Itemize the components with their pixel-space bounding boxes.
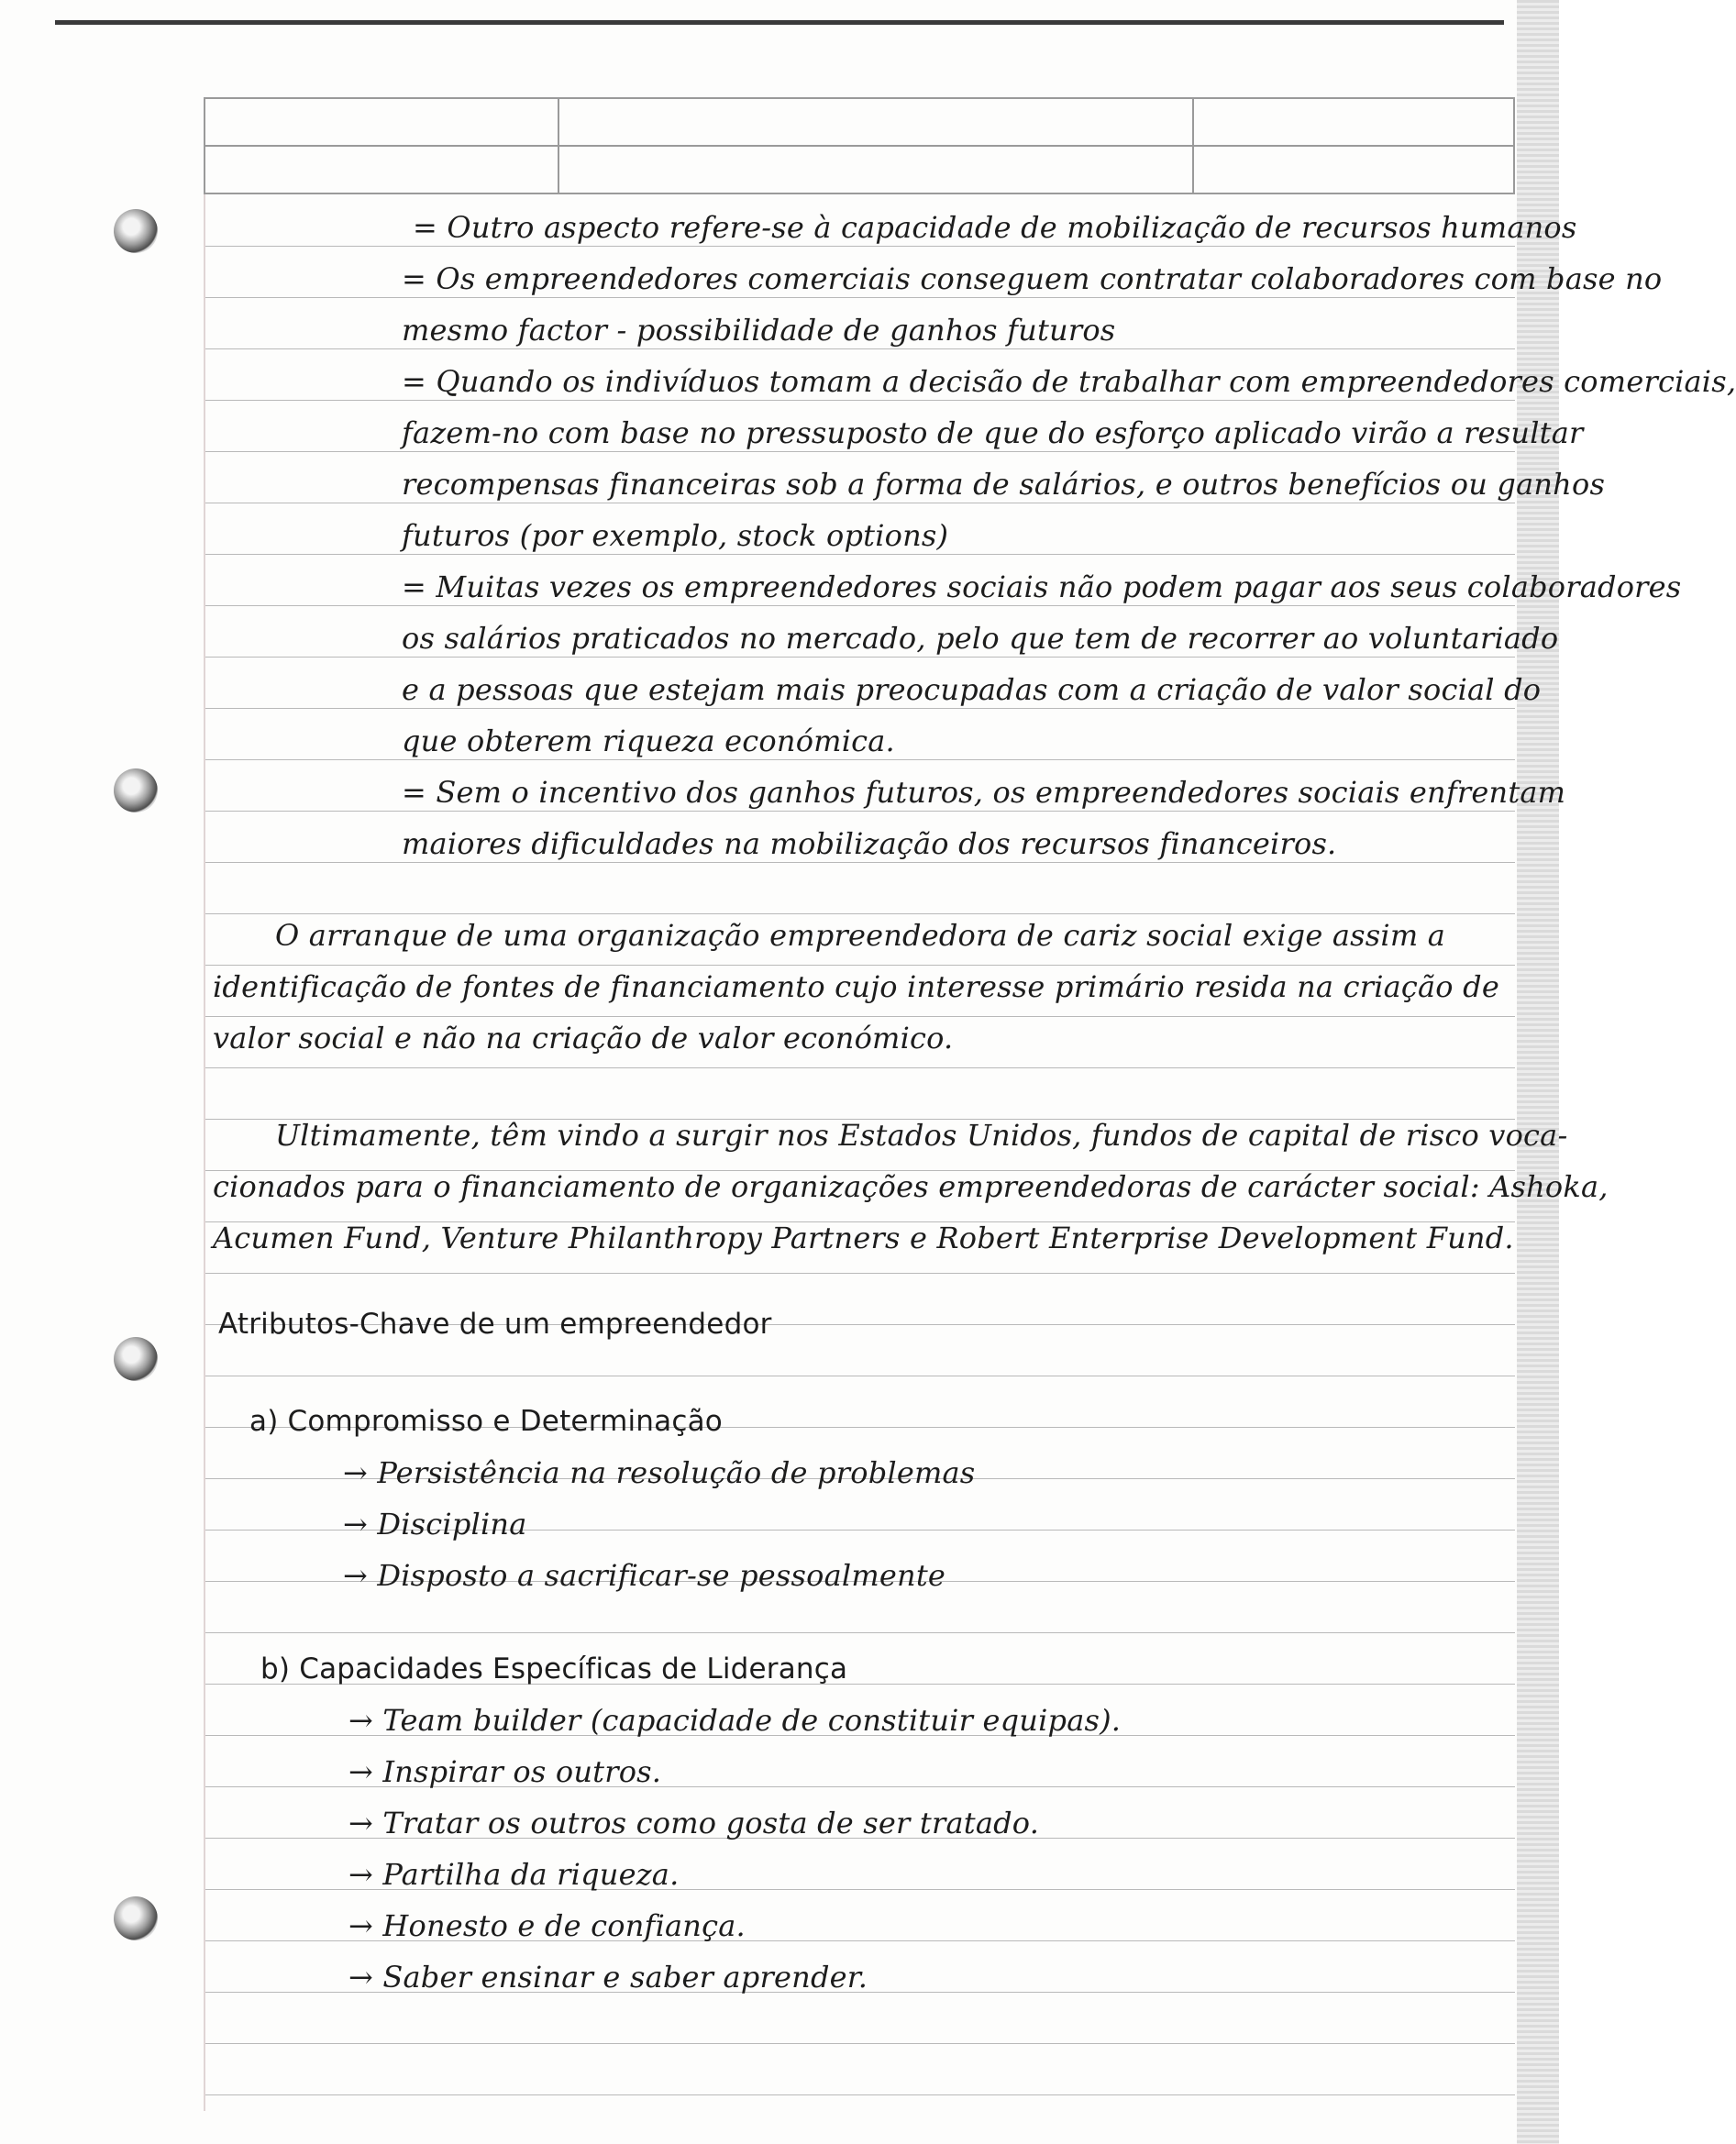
text-line: recompensas financeiras sob a forma de salários, e outros benefícios ou ganhos	[402, 467, 1606, 502]
paragraph-line: Ultimamente, têm vindo a surgir nos Estados Unidos, fundos de capital de risco voca-	[275, 1118, 1568, 1153]
ruled-line	[204, 862, 1515, 863]
ruled-line	[204, 1273, 1515, 1274]
section-heading: Atributos-Chave de um empreendedor	[218, 1308, 772, 1341]
ruled-line	[204, 451, 1515, 452]
text-line: = Muitas vezes os empreendedores sociais não podem pagar aos seus colaboradores	[402, 569, 1682, 604]
ruled-line	[204, 1016, 1515, 1017]
ruled-line	[204, 965, 1515, 966]
margin-line	[204, 194, 205, 2111]
punch-hole	[114, 1337, 158, 1381]
subheading-a: a) Compromisso e Determinação	[249, 1405, 723, 1438]
scan-edge-shadow	[1517, 0, 1559, 2144]
text-line: = Quando os indivíduos tomam a decisão de trabalhar com empreendedores comerciais,	[402, 364, 1736, 399]
paragraph-line: Acumen Fund, Venture Philanthropy Partners e Robert Enterprise Development Fund.	[213, 1221, 1514, 1255]
text-line: futuros (por exemplo, stock options)	[402, 518, 949, 553]
ruled-line	[204, 2094, 1515, 2095]
subheading-b: b) Capacidades Específicas de Liderança	[260, 1652, 848, 1685]
ruled-line	[204, 1067, 1515, 1068]
paragraph-line: O arranque de uma organização empreendedora de cariz social exige assim a	[275, 918, 1446, 953]
text-line: maiores dificuldades na mobilização dos recursos financeiros.	[402, 826, 1337, 861]
paragraph-line: identificação de fontes de financiamento cujo interesse primário resida na criação de	[213, 969, 1499, 1004]
list-item: → Partilha da riqueza.	[348, 1857, 680, 1892]
list-item: → Honesto e de confiança.	[348, 1908, 746, 1943]
punch-hole	[114, 209, 158, 253]
paragraph-line: cionados para o financiamento de organizações empreendedoras de carácter social: Ashoka,	[213, 1169, 1609, 1204]
ruled-line	[204, 2043, 1515, 2044]
list-item: → Saber ensinar e saber aprender.	[348, 1960, 868, 1995]
ruled-line	[204, 811, 1515, 812]
page-top-edge	[55, 20, 1504, 25]
ruled-line	[204, 657, 1515, 658]
ruled-line	[204, 1632, 1515, 1633]
ruled-line	[204, 708, 1515, 709]
text-line: mesmo factor - possibilidade de ganhos futuros	[402, 313, 1116, 348]
text-line: e a pessoas que estejam mais preocupadas com a criação de valor social do	[402, 672, 1542, 707]
header-table	[204, 97, 1515, 194]
ruled-line	[204, 554, 1515, 555]
punch-hole	[114, 768, 158, 812]
ruled-line	[204, 348, 1515, 349]
ruled-line	[204, 605, 1515, 606]
ruled-line	[204, 913, 1515, 914]
text-line: que obterem riqueza económica.	[402, 724, 895, 758]
punch-hole	[114, 1896, 158, 1940]
list-item: → Team builder (capacidade de constituir equipas).	[348, 1703, 1122, 1738]
text-line: fazem-no com base no pressuposto de que do esforço aplicado virão a resultar	[402, 415, 1584, 450]
ruled-line	[204, 297, 1515, 298]
text-line: = Outro aspecto refere-se à capacidade de mobilização de recursos humanos	[413, 210, 1577, 245]
ruled-line	[204, 400, 1515, 401]
text-line: os salários praticados no mercado, pelo que tem de recorrer ao voluntariado	[402, 621, 1559, 656]
paragraph-line: valor social e não na criação de valor económico.	[213, 1021, 954, 1055]
list-item: → Inspirar os outros.	[348, 1754, 662, 1789]
text-line: = Sem o incentivo dos ganhos futuros, os empreendedores sociais enfrentam	[402, 775, 1566, 810]
list-item: → Persistência na resolução de problemas	[343, 1455, 976, 1490]
ruled-line	[204, 246, 1515, 247]
ruled-line	[204, 759, 1515, 760]
list-item: → Disposto a sacrificar-se pessoalmente	[343, 1558, 946, 1593]
list-item: → Tratar os outros como gosta de ser tratado.	[348, 1806, 1040, 1840]
text-line: = Os empreendedores comerciais conseguem contratar colaboradores com base no	[402, 261, 1663, 296]
list-item: → Disciplina	[343, 1507, 527, 1542]
